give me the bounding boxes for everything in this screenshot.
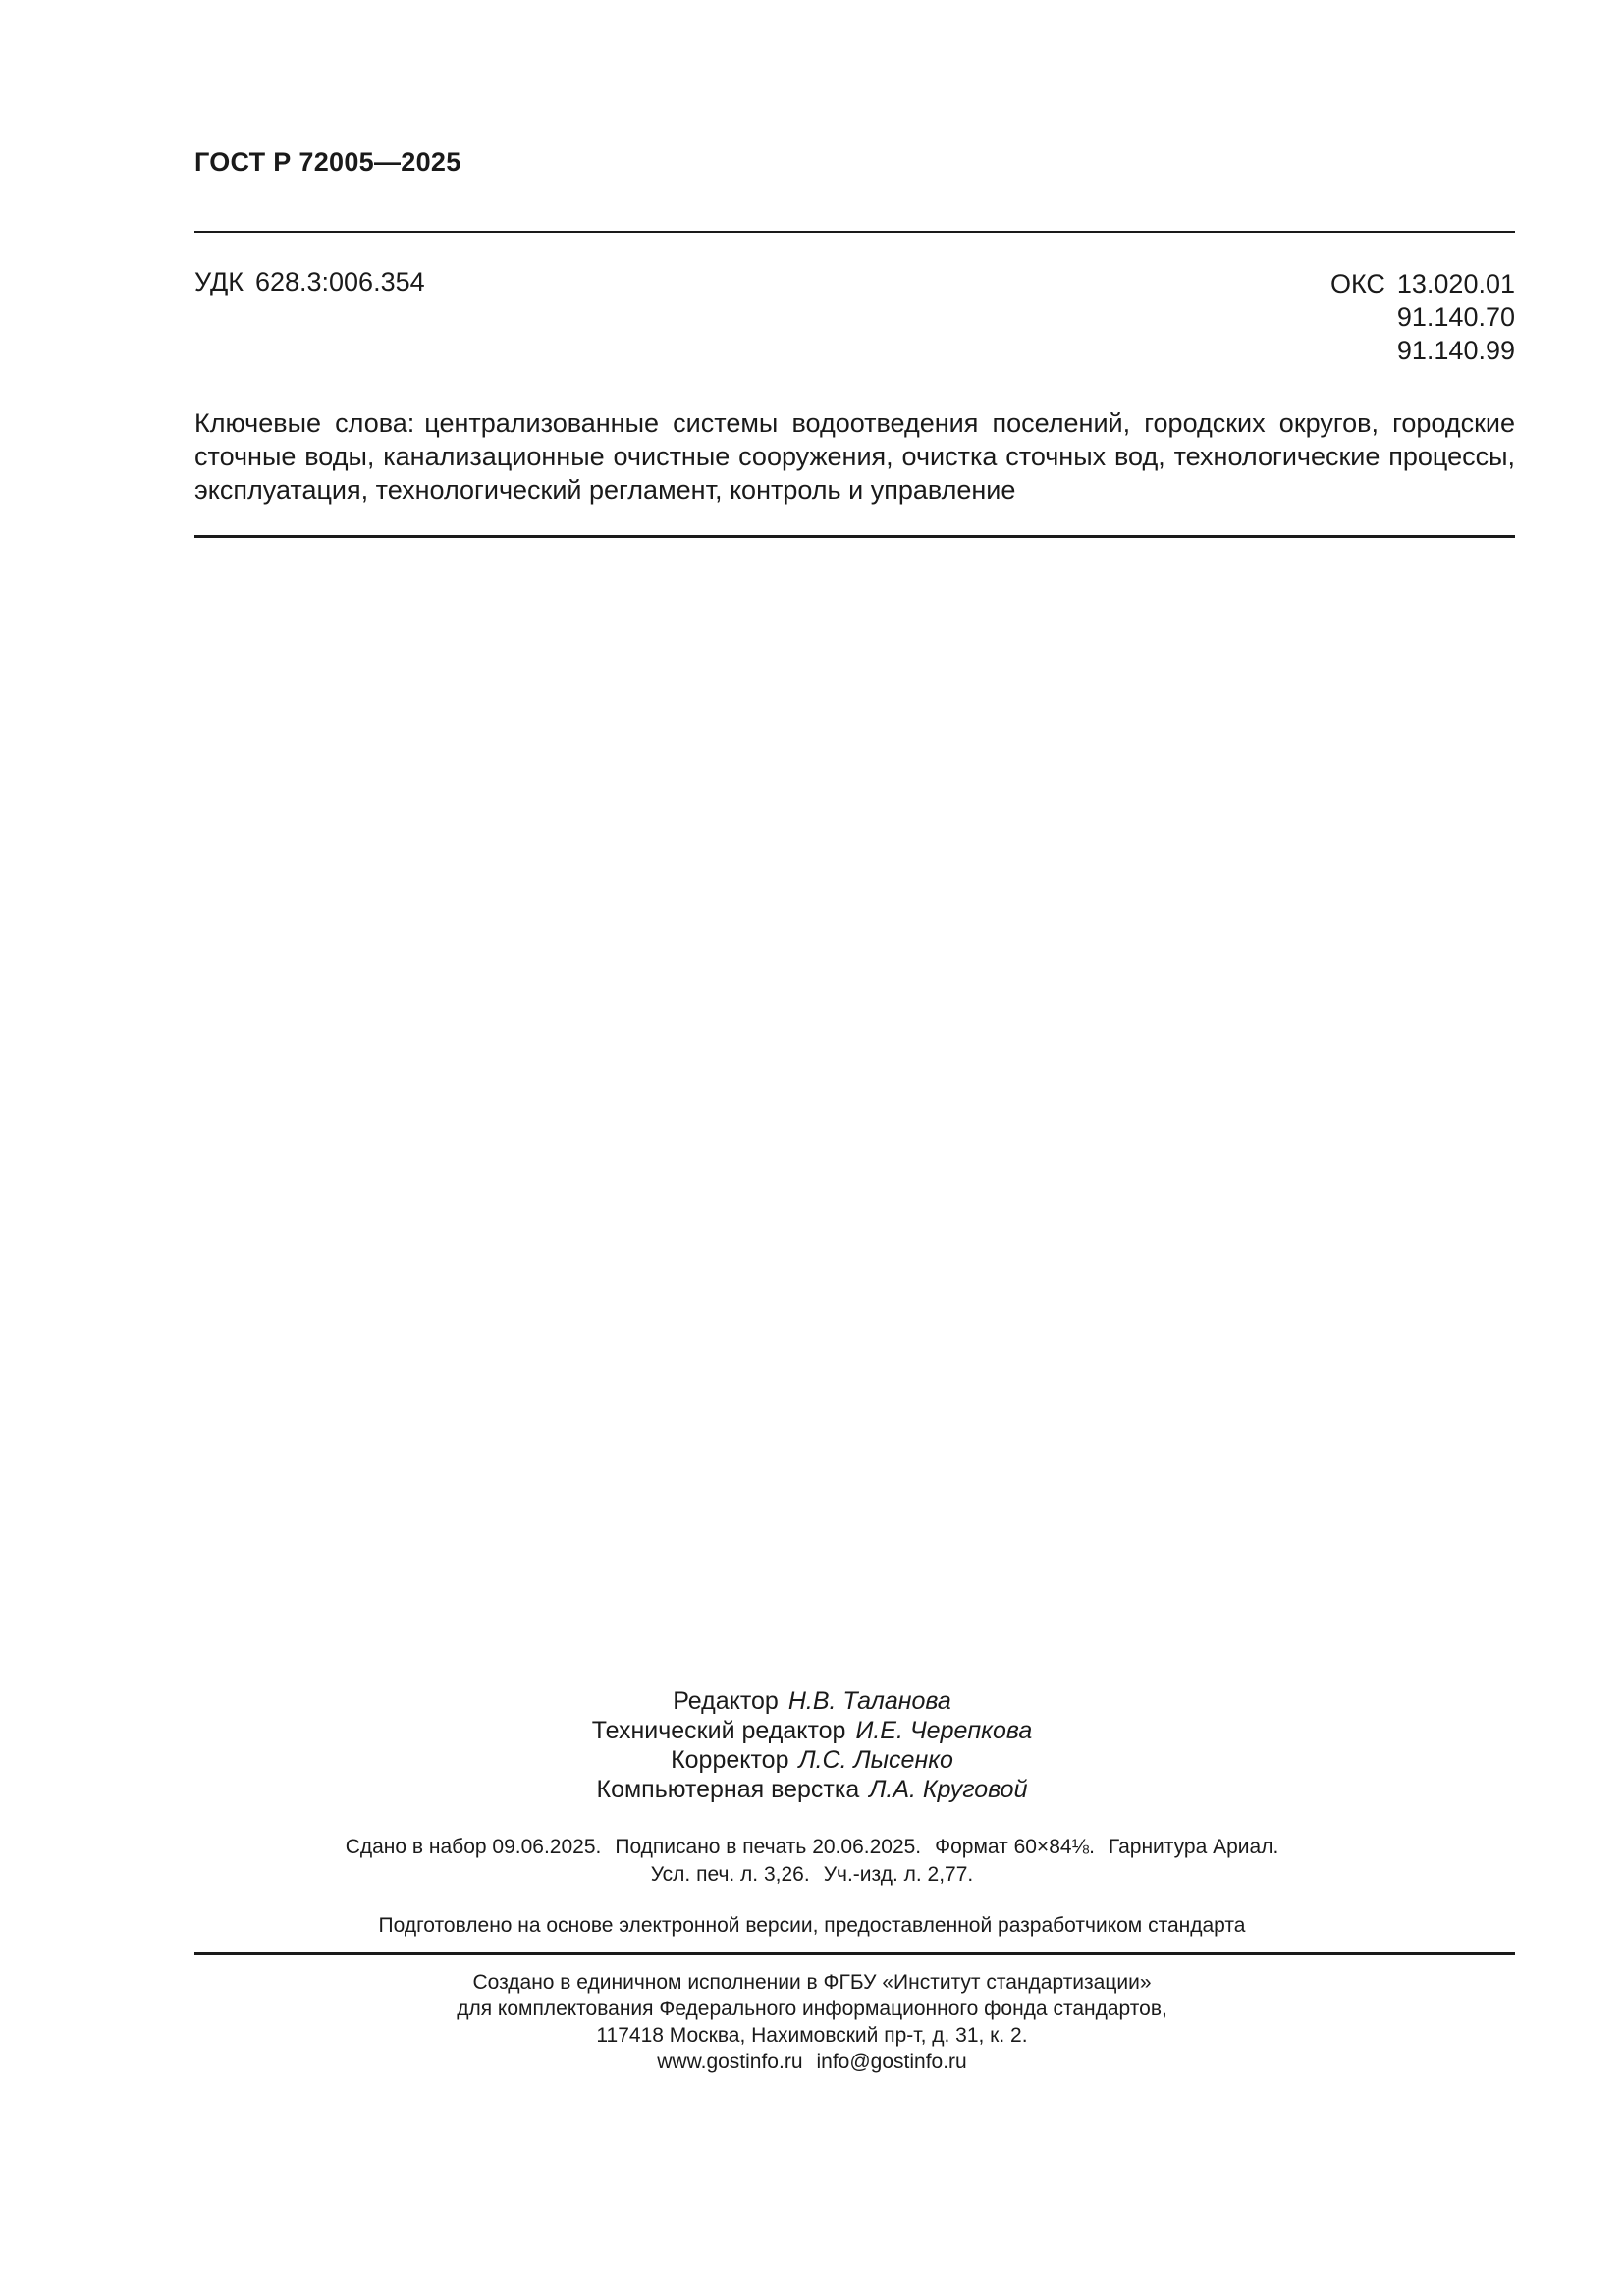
top-divider — [194, 231, 1515, 233]
print-sheets: Усл. печ. л. 3,26. — [650, 1863, 810, 1886]
staff-row — [0, 1716, 1624, 1745]
staff-name: Л.А. Круговой — [869, 1776, 1028, 1803]
keywords-text: централизованные системы водоотведения поселений, городских округов, городские сточные воды, канализационные очистные сооружения, очистка сточных вод, технологические процессы, эксплуатация, технологический регламент, контроль и управление — [194, 408, 1516, 505]
publisher-contacts — [0, 2049, 1624, 2075]
print-information — [0, 1834, 1624, 1889]
keywords-paragraph — [194, 406, 1515, 507]
keywords-divider — [194, 535, 1515, 538]
publisher-address: 117418 Москва, Нахимовский пр-т, д. 31, к. 2. — [596, 2024, 1028, 2047]
email-link[interactable]: info@gostinfo.ru — [816, 2051, 967, 2073]
edition-sheets: Уч.-изд. л. 2,77. — [823, 1863, 974, 1886]
oks-code: 13.020.01 — [1396, 269, 1515, 298]
udk-code: 628.3:006.354 — [254, 267, 425, 296]
staff-row — [0, 1775, 1624, 1804]
keywords-label: Ключевые слова: — [194, 408, 415, 438]
paper-format: Формат 60×84⅛. — [935, 1836, 1095, 1858]
staff-role: Редактор — [673, 1687, 779, 1715]
print-info-line — [0, 1861, 1624, 1889]
udk-label: УДК — [194, 267, 244, 296]
publisher-line: для комплектования Федерального информационного фонда стандартов, — [457, 1998, 1167, 2020]
staff-row — [0, 1745, 1624, 1775]
oks-label: ОКС — [1329, 269, 1385, 298]
signed-date: Подписано в печать 20.06.2025. — [615, 1836, 922, 1858]
publisher-line: Создано в единичном исполнении в ФГБУ «Институт стандартизации» — [472, 1971, 1152, 1994]
oks-row — [1330, 267, 1515, 300]
bottom-divider — [194, 1952, 1515, 1955]
staff-row — [0, 1686, 1624, 1716]
staff-name: Н.В. Таланова — [787, 1687, 951, 1715]
website-link[interactable]: www.gostinfo.ru — [657, 2051, 803, 2073]
udk-classification — [194, 267, 425, 297]
oks-code: 91.140.70 — [1396, 302, 1515, 332]
oks-classification — [1330, 267, 1515, 367]
staff-role: Корректор — [671, 1746, 789, 1774]
publisher-info — [0, 1969, 1624, 2075]
editorial-staff — [0, 1686, 1624, 1804]
oks-code: 91.140.99 — [1396, 336, 1515, 365]
typeface: Гарнитура Ариал. — [1108, 1836, 1279, 1858]
document-code: ГОСТ Р 72005—2025 — [194, 147, 461, 177]
staff-role: Компьютерная верстка — [596, 1776, 860, 1803]
staff-name: Л.С. Лысенко — [798, 1746, 953, 1774]
staff-name: И.Е. Черепкова — [855, 1717, 1033, 1744]
print-info-line — [0, 1834, 1624, 1861]
submitted-date: Сдано в набор 09.06.2025. — [345, 1836, 602, 1858]
prepared-note: Подготовлено на основе электронной версии, предоставленной разработчиком стандарта — [378, 1914, 1246, 1937]
staff-role: Технический редактор — [591, 1717, 846, 1744]
